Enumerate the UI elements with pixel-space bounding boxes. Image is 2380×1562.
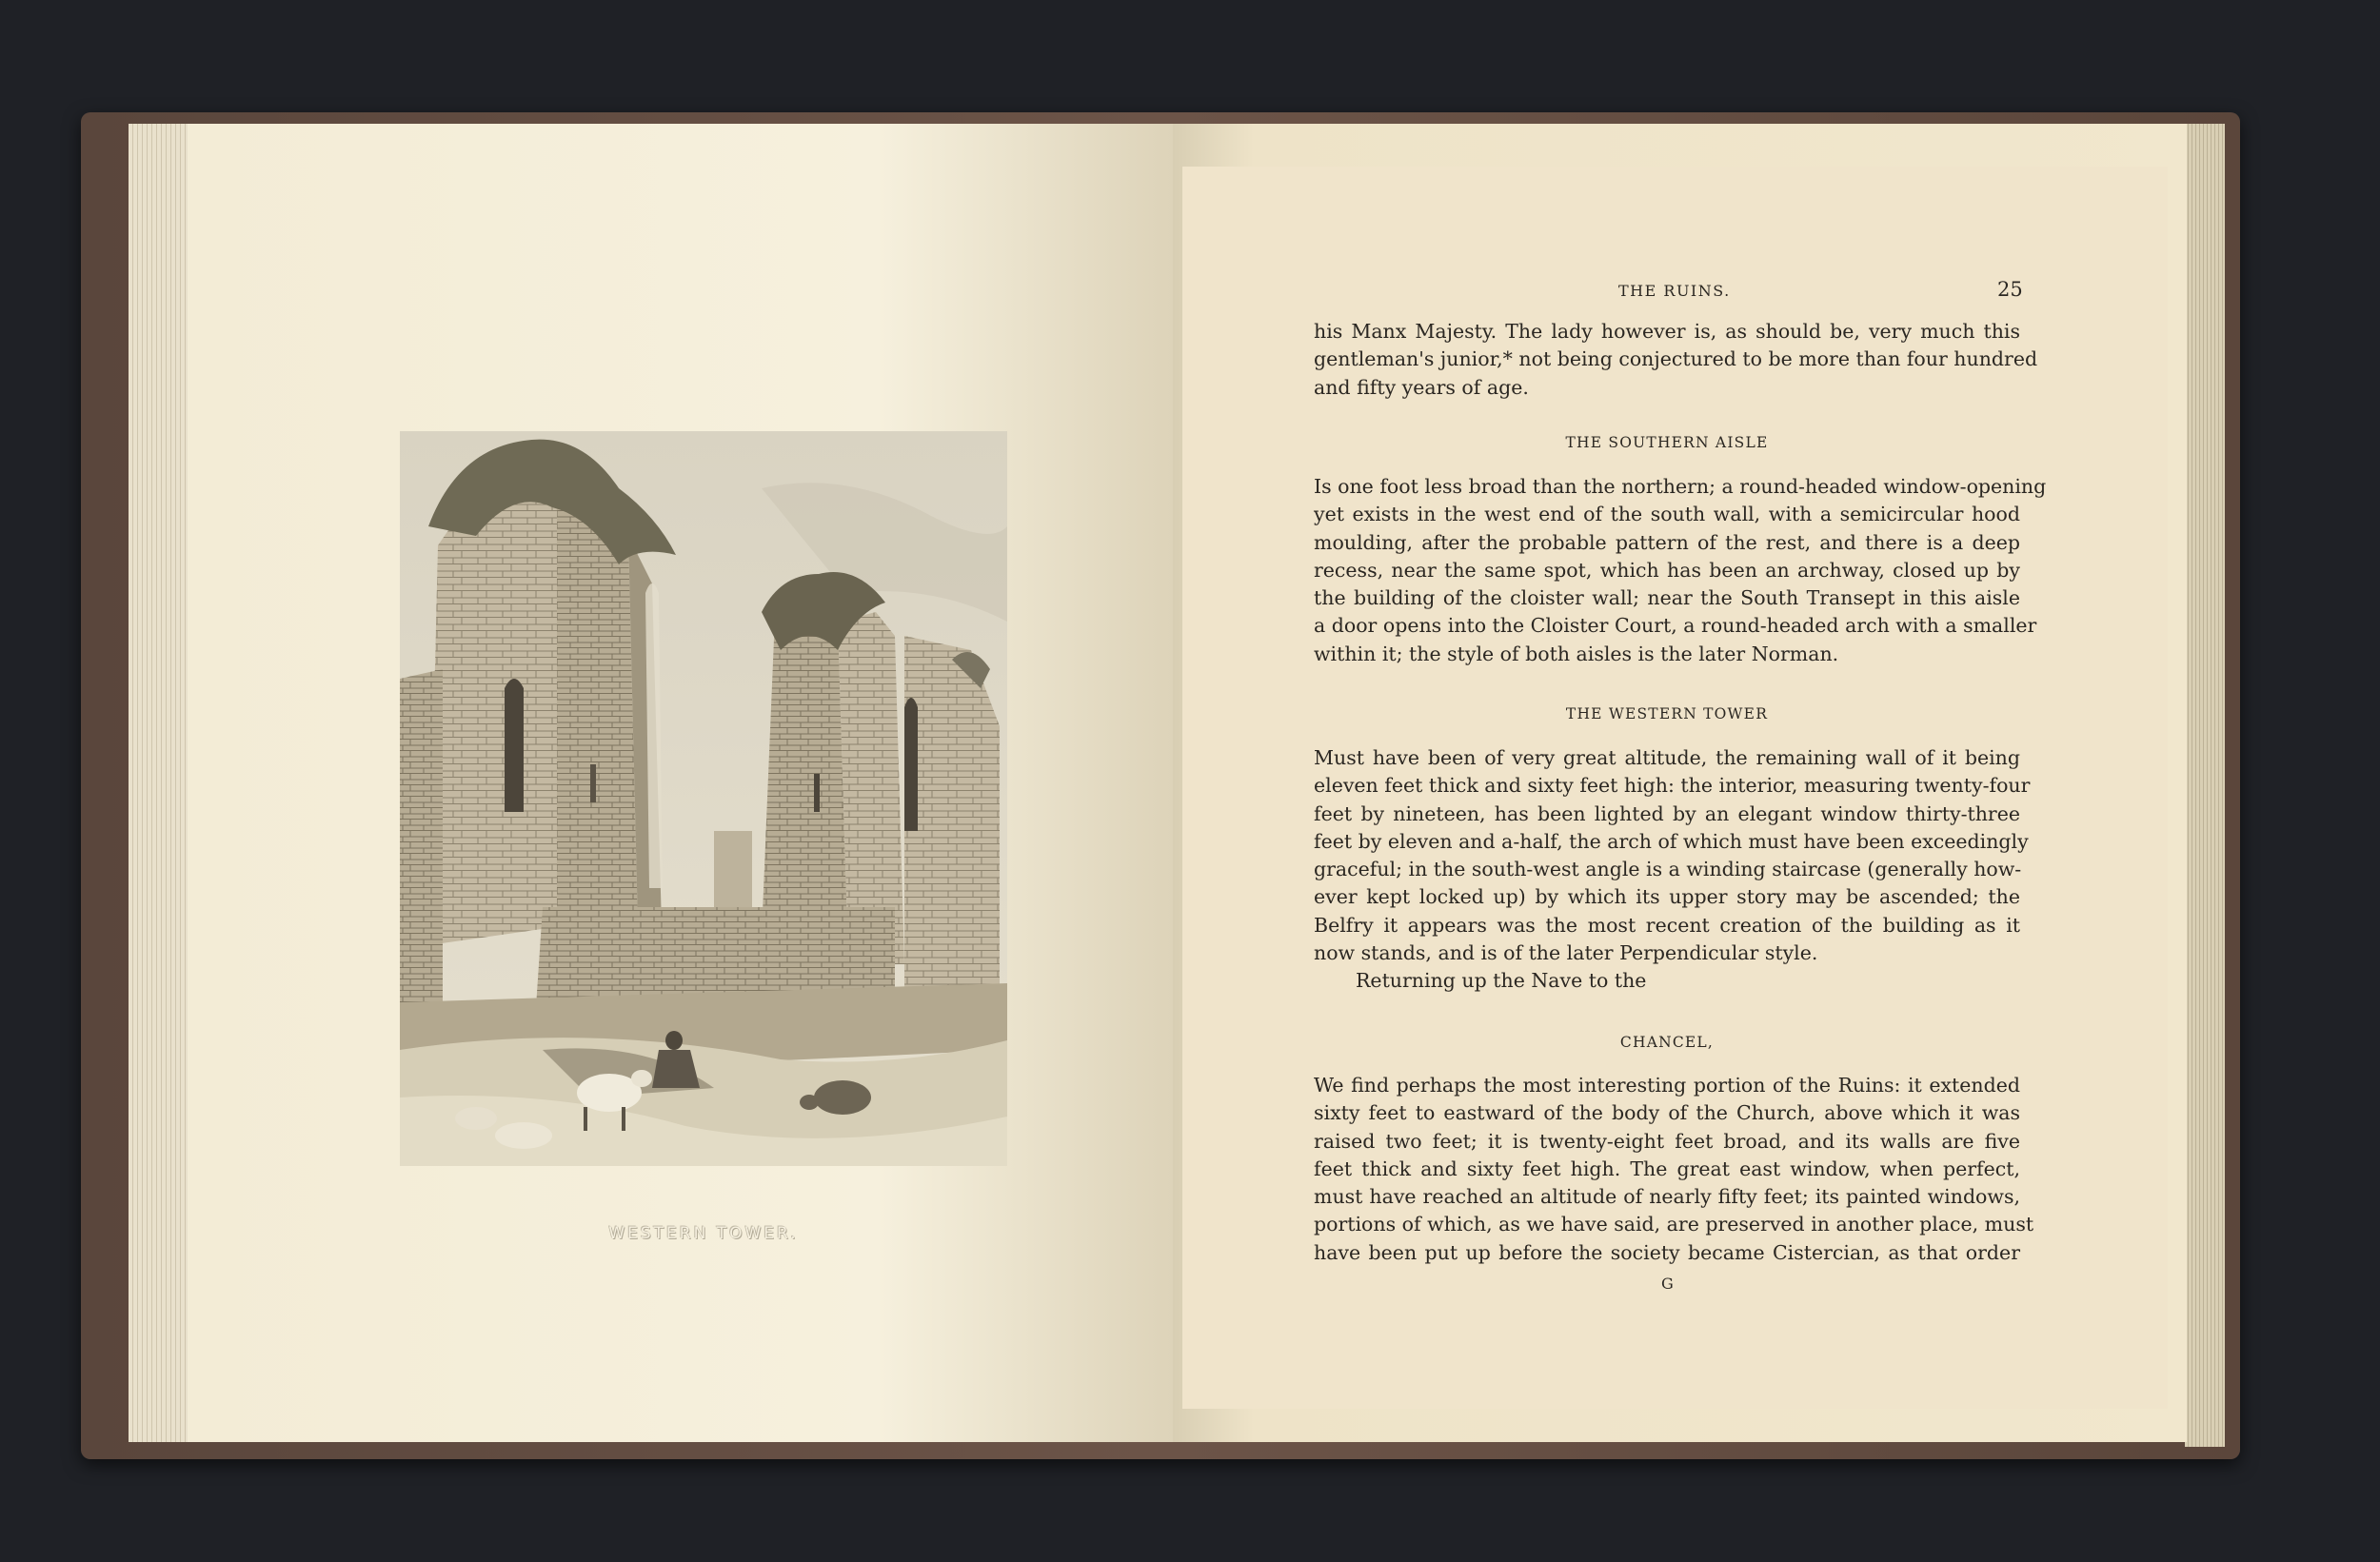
text-line: must have reached an altitude of nearly fifty feet; its painted windows, xyxy=(1314,1185,2020,1209)
text-line: feet by nineteen, has been lighted by an elegant window thirty-three xyxy=(1314,801,2020,825)
text-line: Is one foot less broad than the northern; a round-headed window-opening xyxy=(1314,475,2047,498)
text-line: Belfry it appears was the most recent creation of the building as it xyxy=(1314,913,2020,937)
page-number: 25 xyxy=(1997,278,2023,301)
southern-aisle-paragraph xyxy=(1314,473,2047,668)
section-heading-southern-aisle: THE SOUTHERN AISLE xyxy=(1565,434,1769,451)
running-head: THE RUINS. xyxy=(1618,282,1731,300)
text-line: feet by eleven and a-half, the arch of which must have been exceedingly xyxy=(1314,829,2029,853)
text-line: within it; the style of both aisles is the later Norman. xyxy=(1314,642,1839,665)
text-line: gentleman's junior,* not being conjectured to be more than four hundred xyxy=(1314,347,2038,371)
text-line: and fifty years of age. xyxy=(1314,375,1529,399)
text-line: graceful; in the south-west angle is a winding staircase (generally how- xyxy=(1314,858,2022,881)
text-line: have been put up before the society became Cistercian, as that order xyxy=(1314,1240,2020,1264)
western-tower-paragraph xyxy=(1314,744,2031,996)
intro-paragraph xyxy=(1314,318,2038,402)
text-line: Must have been of very great altitude, the remaining wall of it being xyxy=(1314,746,2020,769)
plate-caption: WESTERN TOWER. xyxy=(608,1224,799,1243)
tower-ruins-photograph xyxy=(400,431,1007,1166)
text-line: now stands, and is of the later Perpendicular style. xyxy=(1314,941,1818,965)
text-line: yet exists in the west end of the south wall, with a semicircular hood xyxy=(1314,503,2020,526)
text-line: a door opens into the Cloister Court, a round-headed arch with a smaller xyxy=(1314,614,2037,638)
text-line: Returning up the Nave to the xyxy=(1356,969,1647,993)
text-line: eleven feet thick and sixty feet high: the interior, measuring twenty-four xyxy=(1314,774,2031,798)
text-line: his Manx Majesty. The lady however is, as should be, very much this xyxy=(1314,320,2020,343)
text-line: raised two feet; it is twenty-eight feet broad, and its walls are five xyxy=(1314,1129,2020,1153)
signature-mark: G xyxy=(1661,1275,1674,1293)
page-edges-left xyxy=(129,124,190,1442)
text-line: feet thick and sixty feet high. The great east window, when perfect, xyxy=(1314,1157,2020,1180)
page-edges-right xyxy=(2185,124,2225,1447)
text-line: recess, near the same spot, which has been an archway, closed up by xyxy=(1314,558,2020,582)
chancel-paragraph xyxy=(1314,1072,2034,1267)
text-line: ever kept locked up) by which its upper story may be ascended; the xyxy=(1314,885,2020,909)
text-line: portions of which, as we have said, are preserved in another place, must xyxy=(1314,1213,2034,1236)
text-line: moulding, after the probable pattern of the rest, and there is a deep xyxy=(1314,530,2020,554)
section-heading-chancel: CHANCEL, xyxy=(1619,1034,1715,1051)
text-line: the building of the cloister wall; near the South Transept in this aisle xyxy=(1314,586,2020,610)
text-line: We find perhaps the most interesting portion of the Ruins: it extended xyxy=(1314,1074,2020,1097)
section-heading-western-tower: THE WESTERN TOWER xyxy=(1565,705,1769,722)
text-line: sixty feet to eastward of the body of the Church, above which it was xyxy=(1314,1101,2020,1125)
